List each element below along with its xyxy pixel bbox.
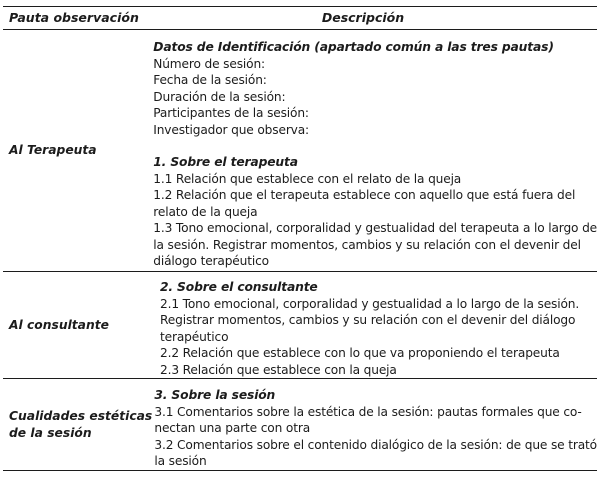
- item-line: 3.1 Comentarios sobre la estética de la sesión: pautas formales que co-: [154, 404, 582, 419]
- item-line: terapéutico: [160, 329, 229, 344]
- field-investigador: Investigador que observa:: [153, 122, 310, 137]
- field-participantes-sesion: Participantes de la sesión:: [153, 106, 309, 120]
- item-line: 1.3 Tono emocional, corporalidad y gestualidad del terapeuta a lo largo de: [153, 221, 597, 235]
- row-label-cualidades-esteticas: [3, 379, 153, 470]
- row-label-terapeuta: Al Terapeuta: [9, 143, 97, 157]
- spacer: [153, 138, 597, 154]
- row-label-line: Cualidades estéticas: [9, 408, 153, 423]
- row-description-consultante: [159, 272, 597, 378]
- item-line: nectan una parte con otra: [154, 421, 311, 435]
- item-line: 2.1 Tono emocional, corporalidad y gestualidad a lo largo de la sesión.: [160, 296, 580, 311]
- table-header: [3, 6, 597, 30]
- item-line: la sesión. Registrar momentos, cambios y su relación con el devenir del: [153, 237, 581, 252]
- row-description-terapeuta: [152, 30, 597, 271]
- item-line: 2.2 Relación que establece con lo que va proponiendo el terapeuta: [160, 346, 560, 360]
- item-line: relato de la queja: [153, 204, 258, 219]
- observation-guide-table: [3, 6, 597, 471]
- item-line: 1.1 Relación que establece con el relato de la queja: [153, 171, 462, 186]
- item-line: 2.3 Relación que establece con la queja: [160, 362, 397, 377]
- table-row-terapeuta: [3, 30, 597, 272]
- table-row-cualidades-esteticas: [3, 379, 597, 471]
- section-heading-sesion: 3. Sobre la sesión: [154, 388, 276, 402]
- item-line: diálogo terapéutico: [153, 254, 269, 268]
- field-duracion-sesion: Duración de la sesión:: [153, 89, 286, 104]
- table-row-consultante: [3, 272, 597, 379]
- row-description-sesion: [153, 379, 597, 470]
- field-numero-sesion: Número de sesión:: [153, 56, 265, 71]
- section-heading-consultante: 2. Sobre el consultante: [160, 280, 318, 294]
- item-line: Registrar momentos, cambios y su relación con el devenir del diálogo: [160, 313, 576, 327]
- item-line: 1.2 Relación que el terapeuta establece con aquello que está fuera del: [153, 188, 576, 202]
- header-descripcion: Descripción: [321, 10, 405, 25]
- identification-heading: Datos de Identificación (apartado común a las tres pautas): [153, 40, 554, 54]
- row-label-line: de la sesión: [9, 425, 92, 440]
- section-heading-terapeuta: 1. Sobre el terapeuta: [153, 155, 298, 169]
- header-pauta-observacion: Pauta observación: [9, 10, 139, 25]
- field-fecha-sesion: Fecha de la sesión:: [153, 73, 267, 87]
- row-label-consultante: Al consultante: [9, 317, 109, 332]
- item-line: 3.2 Comentarios sobre el contenido dialógico de la sesión: de que se trató: [154, 437, 597, 452]
- item-line: la sesión: [154, 454, 207, 468]
